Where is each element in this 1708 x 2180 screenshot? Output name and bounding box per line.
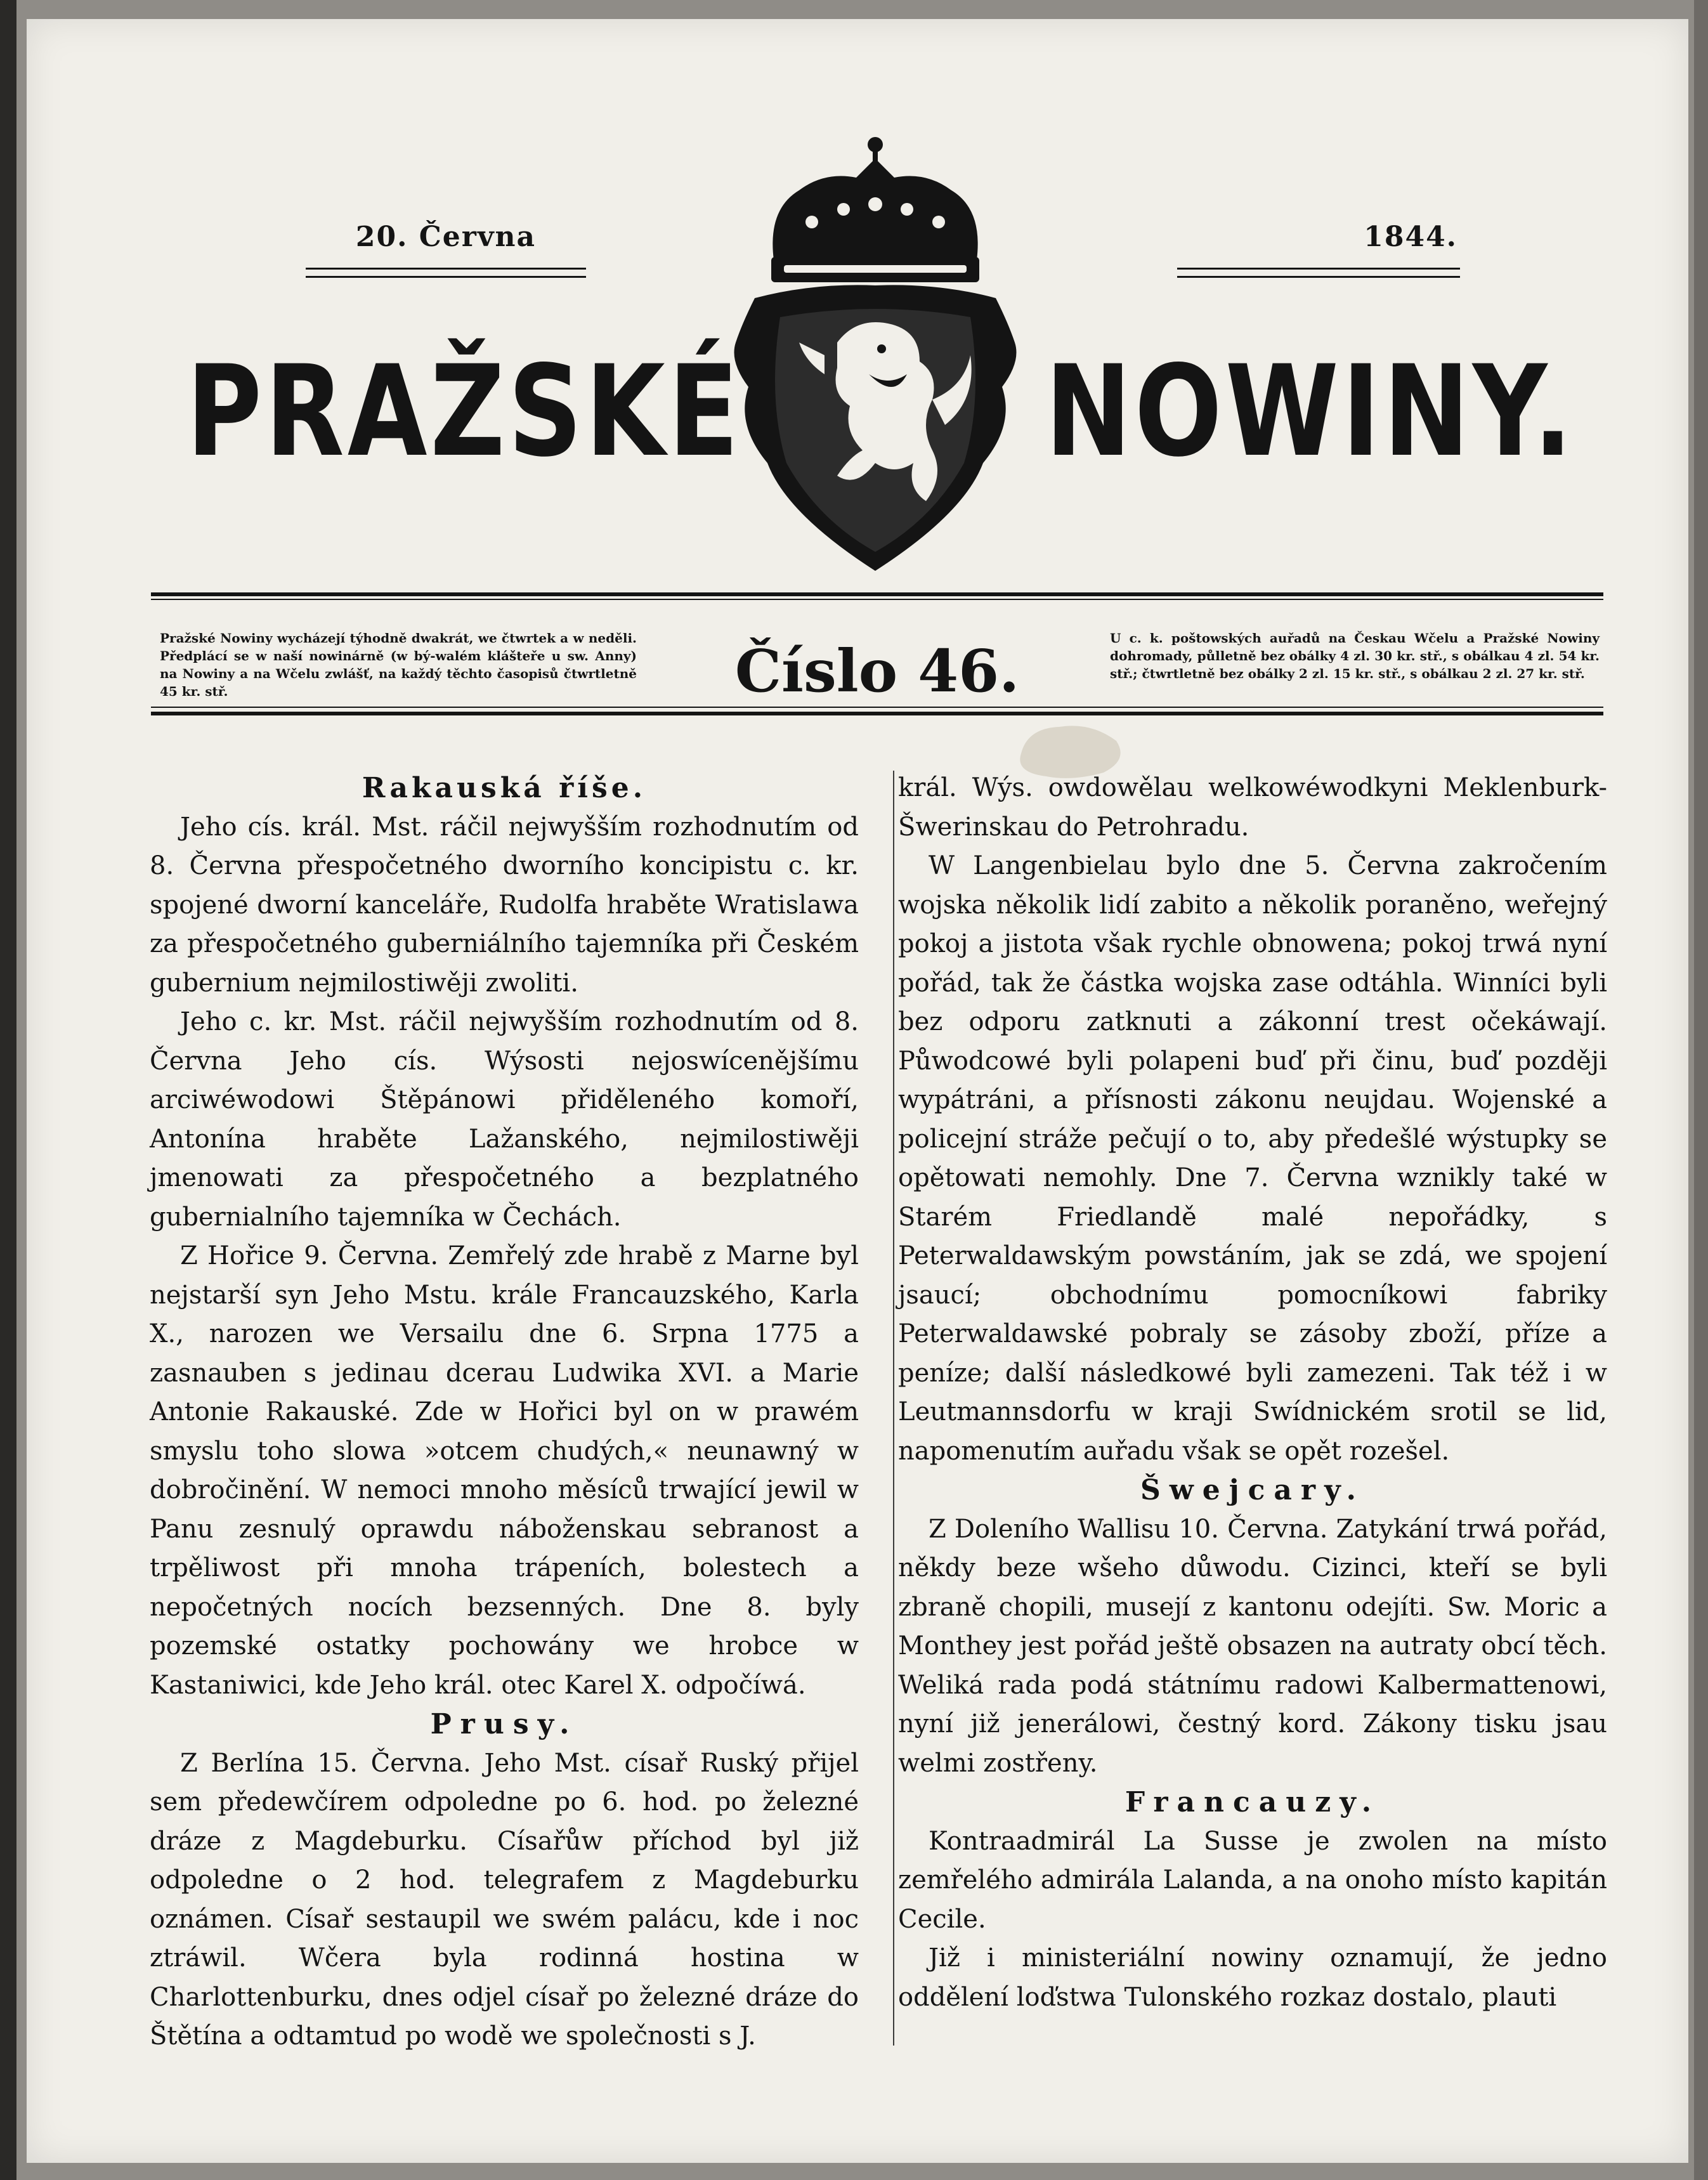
article-paragraph: W Langenbielau bylo dne 5. Června zakročením wojska několik lidí zabito a několik poraněno, weřejný pokoj a jistota však rychle obnowena; pokoj trwá nyní pořád, tak že částka wojska zase odtáhla. Winníci byli bez odporu zatknuti a zákonní trest očekáwají. Půwodcowé byli polapeni buď při činu, buď později wypátráni, a přísnosti zákonu neujdau. Wojenské a policejní stráže pečují o to, aby předešlé wýstupky se opětowati nemohly. Dne 7. Června wznikly také w Starém Friedlandě malé nepořádky, s Peterwaldawským powstáním, jak se zdá, we spojení jsaucí; obchodnímu pomocníkowi fabriky Peterwaldawské pobraly se zásoby zboží, příze a peníze; další následkowé byli zamezeni. Tak též i w Leutmannsdorfu w kraji Swídnickém srotil se lid, napomenutím auřadu však se opět rozešel. — [898, 851, 1607, 1466]
scan-edge — [1694, 0, 1708, 2180]
issue-number: Číslo 46. — [734, 637, 1020, 705]
bohemian-lion-crest-icon — [729, 133, 1021, 577]
issue-year: 1844. — [1364, 221, 1457, 253]
section-heading-switzerland: Šwejcary. — [1140, 1474, 1365, 1506]
masthead-title-right: NOWINY. — [1045, 338, 1576, 485]
header-rule-bottom — [151, 712, 1603, 715]
date-rule-left — [306, 268, 586, 278]
right-column — [898, 769, 1607, 2017]
masthead-title-left: PRAŽSKÉ — [186, 338, 742, 485]
issue-date: 20. Června — [355, 221, 537, 253]
header-rule-top — [151, 592, 1603, 596]
left-column — [150, 769, 859, 2056]
article-paragraph: Z Berlína 15. Června. Jeho Mst. císař Ruský přijel sem předewčírem odpoledne po 6. hod. po železné dráze z Magdeburku. Císařůw příchod byl již odpoledne o 2 hod. telegrafem z Magdeburku oznámen. Císař sestaupil we swém palácu, kde i noc ztráwil. Wčera byla rodinná hostina w Charlottenburku, dnes odjel císař po železné dráze do Štětína a odtamtud po wodě we společnosti s J. — [150, 1748, 859, 2051]
header-rule-top-thin — [151, 599, 1603, 600]
subscription-info-left: Pražské Nowiny wycházejí týhodně dwakrát, we čtwrtek a w neděli. Předplácí se w naší nowinárně (w bý-walém klášteře u sw. Anny) na Nowiny a na Wčelu zwlášť, na každý těchto časopisů čtwrtletně 45 kr. stř. — [160, 630, 637, 699]
date-rule-right — [1177, 268, 1460, 278]
article-paragraph: Kontraadmirál La Susse je zwolen na místo zemřelého admirála Lalanda, a na onoho místo kapitán Cecile. — [898, 1826, 1607, 1934]
subscription-info-right: U c. k. poštowských auřadů na Českau Wčelu a Pražské Nowiny dohromady, půlletně bez obálky 4 zl. 30 kr. stř., s obálkau 4 zl. 54 kr. stř.; čtwrtletně bez obálky 2 zl. 15 kr. stř., s obálkau 2 zl. 27 kr. stř. — [1110, 630, 1600, 681]
article-paragraph: Z Doleního Wallisu 10. Června. Zatykání trwá pořád, někdy beze wšeho důwodu. Cizinci, kteří se byli zbraně chopili, musejí z kantonu odejíti. Sw. Moric a Monthey jest pořád ještě obsazen na autraty obcí těch. Weliká rada podá státnímu radowi Kalbermattenowi, nyní již jenerálowi, čestný kord. Zákony tisku jsau welmi zostřeny. — [898, 1514, 1607, 1778]
newspaper-page — [27, 19, 1688, 2163]
section-heading-austria: Rakauská říše. — [362, 772, 647, 804]
section-heading-france: Francauzy. — [1125, 1786, 1381, 1818]
article-paragraph: Z Hořice 9. Června. Zemřelý zde hrabě z Marne byl nejstarší syn Jeho Mstu. krále Francauzského, Karla X., narozen we Versailu dne 6. Srpna 1775 a zasnauben s jedinau dcerau Ludwika XVI. a Marie Antonie Rakauské. Zde w Hořici byl on w prawém smyslu toho slowa »otcem chudých,« neunawný w dobročinění. W nemoci mnoho měsíců trwající jewil w Panu zesnulý oprawdu nábožen​skau sebranost a trpěliwost při mnoha trápeních, bolestech a nepočetných nocích bezsenných. Dne 8. byly pozemské ostatky pochowány we hrobce w Kastaniwici, kde Jeho král. otec Karel X. odpočíwá. — [150, 1241, 859, 1700]
article-paragraph: Již i ministeriální nowiny oznamují, že jedno oddělení loďstwa Tulonského rozkaz dostalo, plauti — [898, 1943, 1607, 2012]
column-divider — [893, 771, 894, 2046]
article-paragraph: Jeho cís. král. Mst. ráčil nejwyšším rozhodnutím od 8. Června přespočetného dworního koncipistu c. kr. spojené dworní kanceláře, Rudolfa hraběte Wratislawa za přespočetného guberniálního tajemníka při Českém gubernium nejmilostiwěji zwoliti. — [150, 812, 859, 998]
section-heading-prussia: Prusy. — [430, 1708, 578, 1740]
article-paragraph: Jeho c. kr. Mst. ráčil nejwyšším rozhodnutím od 8. Června Jeho cís. Wýsosti nejoswícenějšímu arciwéwodowi Štěpánowi přiděleného komoří, Antonína hraběte Lažanského, nejmilostiwěji jmenowati za přespočetného a bezplatného gubernialního tajemníka w Čechách. — [150, 1007, 859, 1232]
header-rule-bottom-thin — [151, 707, 1603, 708]
article-paragraph: král. Wýs. owdowělau welkowéwodkyni Meklenburk-Šwerinskau do Petrohradu. — [898, 773, 1607, 842]
adjacent-page-edge — [0, 0, 16, 2180]
